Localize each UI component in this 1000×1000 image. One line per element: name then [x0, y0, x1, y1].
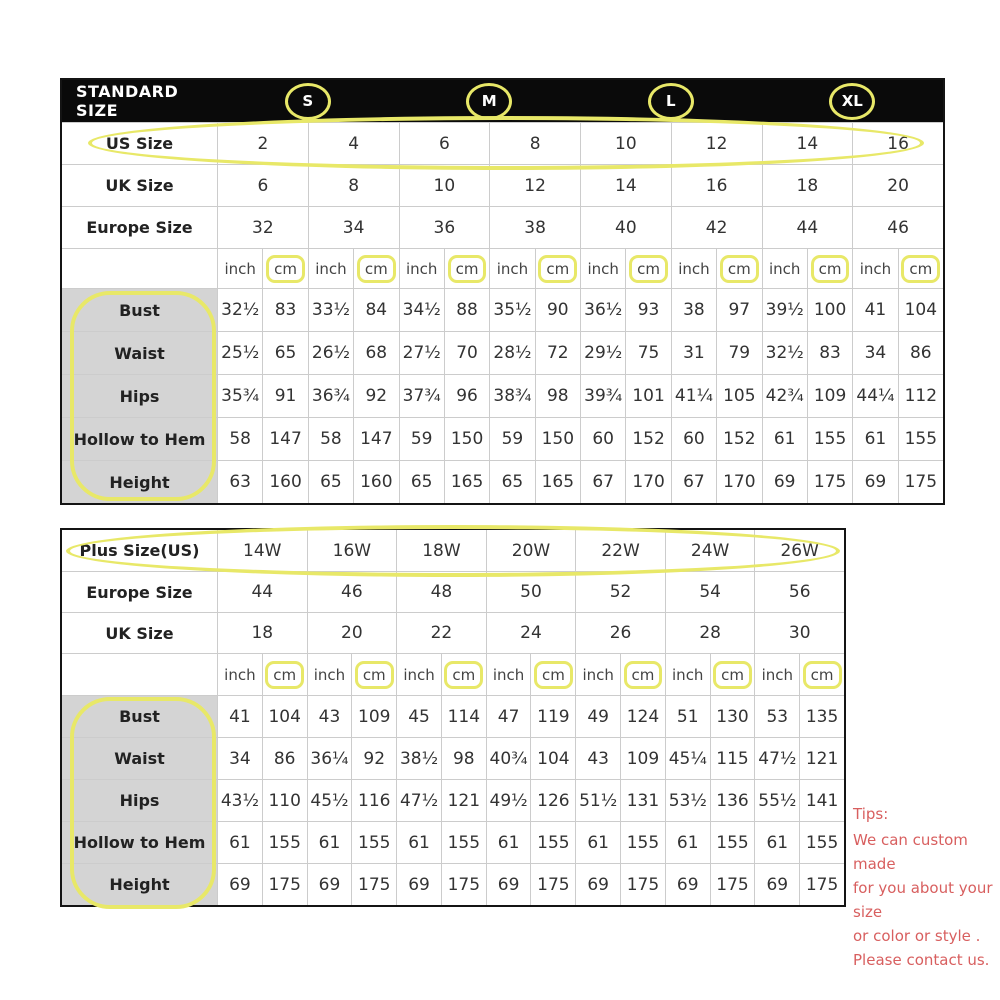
measure-value: 88	[444, 289, 489, 331]
size-group-m	[399, 80, 581, 122]
measure-value: 61	[575, 822, 620, 863]
measure-value: 131	[620, 780, 665, 821]
tips-lines	[853, 828, 1000, 972]
measure-value: 135	[799, 696, 844, 737]
size-group-label-l: L	[648, 83, 694, 120]
measure-value: 26½	[308, 332, 353, 374]
tips-line: We can custom made	[853, 831, 968, 873]
size-value: 10	[580, 123, 671, 164]
measure-value: 33½	[308, 289, 353, 331]
cm-unit-label: cm	[538, 255, 577, 283]
inch-unit-label: inch	[399, 249, 444, 288]
size-value: 52	[575, 572, 665, 612]
measure-value: 152	[716, 418, 761, 460]
size-row	[62, 530, 844, 571]
size-value: 12	[489, 165, 580, 206]
measure-value: 92	[351, 738, 396, 779]
measure-value: 92	[353, 375, 398, 417]
row-label-plus-size-us: Plus Size(US)	[79, 541, 200, 560]
inch-unit-label: inch	[489, 249, 534, 288]
measure-value: 69	[217, 864, 262, 905]
cm-unit-label: cm	[448, 255, 487, 283]
cm-unit-cell	[351, 654, 396, 695]
measure-value: 91	[262, 375, 307, 417]
size-value: 8	[308, 165, 399, 206]
size-value: 40	[580, 207, 671, 248]
tips-title: Tips:	[853, 805, 889, 823]
measure-value: 150	[535, 418, 580, 460]
size-value: 14W	[217, 530, 307, 571]
measure-value: 175	[351, 864, 396, 905]
measure-value: 34	[217, 738, 262, 779]
measure-value: 79	[716, 332, 761, 374]
measure-value: 69	[852, 461, 897, 503]
size-value: 2	[217, 123, 308, 164]
measure-value: 47	[486, 696, 531, 737]
measure-value: 136	[710, 780, 755, 821]
cm-unit-cell	[620, 654, 665, 695]
measure-value: 160	[262, 461, 307, 503]
measure-value: 43½	[217, 780, 262, 821]
cm-unit-label: cm	[803, 661, 842, 689]
measure-value: 69	[762, 461, 807, 503]
measure-value: 84	[353, 289, 398, 331]
measure-value: 155	[620, 822, 665, 863]
standard-size-title: STANDARD SIZE	[76, 82, 179, 120]
measure-value: 38	[671, 289, 716, 331]
measure-value: 90	[535, 289, 580, 331]
size-value: 48	[396, 572, 486, 612]
cm-unit-cell	[799, 654, 844, 695]
size-value: 22W	[575, 530, 665, 571]
measure-value: 115	[710, 738, 755, 779]
size-value: 6	[217, 165, 308, 206]
size-value: 20	[307, 613, 397, 653]
size-value: 4	[308, 123, 399, 164]
measure-value: 35½	[489, 289, 534, 331]
size-value: 26	[575, 613, 665, 653]
measure-value: 100	[807, 289, 852, 331]
measure-value: 86	[262, 738, 307, 779]
measure-value: 119	[530, 696, 575, 737]
measure-value: 61	[852, 418, 897, 460]
size-value: 26W	[754, 530, 844, 571]
measure-value: 61	[217, 822, 262, 863]
size-value: 20	[852, 165, 943, 206]
row-label-hips: Hips	[62, 375, 217, 417]
measure-value: 155	[898, 418, 943, 460]
measure-row	[62, 288, 943, 331]
measure-value: 39¾	[580, 375, 625, 417]
row-label-uk-size: UK Size	[105, 623, 174, 643]
measure-value: 37¾	[399, 375, 444, 417]
measure-value: 175	[530, 864, 575, 905]
size-value: 54	[665, 572, 755, 612]
standard-size-table	[60, 78, 945, 505]
measure-value: 165	[535, 461, 580, 503]
row-label-europe-size: Europe Size	[86, 582, 193, 602]
size-value: 50	[486, 572, 576, 612]
measure-value: 36½	[580, 289, 625, 331]
size-row	[62, 122, 943, 164]
measure-value: 69	[575, 864, 620, 905]
measure-value: 69	[754, 864, 799, 905]
measure-value: 58	[217, 418, 262, 460]
inch-unit-label: inch	[217, 249, 262, 288]
measure-value: 160	[353, 461, 398, 503]
size-value: 24W	[665, 530, 755, 571]
cm-unit-cell	[441, 654, 486, 695]
tips-line: for you about your size	[853, 879, 993, 921]
row-label-waist: Waist	[62, 332, 217, 374]
size-value: 16	[852, 123, 943, 164]
measure-value: 86	[898, 332, 943, 374]
measure-value: 31	[671, 332, 716, 374]
measure-value: 38½	[396, 738, 441, 779]
size-value: 44	[762, 207, 853, 248]
measure-row	[62, 737, 844, 779]
inch-unit-label: inch	[396, 654, 441, 695]
measure-value: 49	[575, 696, 620, 737]
measure-value: 49½	[486, 780, 531, 821]
inch-unit-label: inch	[665, 654, 710, 695]
measure-value: 155	[262, 822, 307, 863]
inch-unit-label: inch	[575, 654, 620, 695]
measure-value: 98	[535, 375, 580, 417]
inch-unit-label: inch	[307, 654, 352, 695]
measure-value: 116	[351, 780, 396, 821]
inch-unit-label: inch	[580, 249, 625, 288]
measure-value: 170	[625, 461, 670, 503]
measure-row	[62, 821, 844, 863]
tips-note	[853, 802, 1000, 972]
size-value: 18W	[396, 530, 486, 571]
measure-value: 104	[530, 738, 575, 779]
row-label-height: Height	[62, 461, 217, 503]
measure-value: 40¾	[486, 738, 531, 779]
measure-value: 72	[535, 332, 580, 374]
measure-value: 147	[262, 418, 307, 460]
measure-value: 67	[671, 461, 716, 503]
cm-unit-label: cm	[357, 255, 396, 283]
measure-value: 47½	[396, 780, 441, 821]
cm-unit-label: cm	[444, 661, 483, 689]
size-row	[62, 164, 943, 206]
measure-value: 45	[396, 696, 441, 737]
measure-value: 109	[351, 696, 396, 737]
row-label-uk-size: UK Size	[105, 176, 174, 195]
row-label-hollow-to-hem: Hollow to Hem	[62, 418, 217, 460]
size-value: 6	[399, 123, 490, 164]
measure-value: 28½	[489, 332, 534, 374]
cm-unit-cell	[530, 654, 575, 695]
measure-value: 68	[353, 332, 398, 374]
measure-value: 112	[898, 375, 943, 417]
tips-line: Please contact us.	[853, 951, 990, 969]
size-value: 32	[217, 207, 308, 248]
measure-value: 41	[852, 289, 897, 331]
measure-row	[62, 374, 943, 417]
measure-value: 126	[530, 780, 575, 821]
measure-value: 43	[575, 738, 620, 779]
measure-value: 155	[441, 822, 486, 863]
measure-value: 83	[807, 332, 852, 374]
measure-value: 155	[530, 822, 575, 863]
measure-row	[62, 863, 844, 905]
measure-value: 175	[620, 864, 665, 905]
measure-value: 43	[307, 696, 352, 737]
measure-value: 25½	[217, 332, 262, 374]
measure-value: 155	[799, 822, 844, 863]
cm-unit-label: cm	[534, 661, 573, 689]
inch-unit-label: inch	[217, 654, 262, 695]
measure-value: 58	[308, 418, 353, 460]
cm-unit-cell	[535, 249, 580, 288]
measure-value: 109	[807, 375, 852, 417]
row-label-europe-size: Europe Size	[86, 218, 193, 237]
measure-value: 98	[441, 738, 486, 779]
header-row	[62, 80, 943, 122]
measure-row	[62, 417, 943, 460]
cm-unit-cell	[444, 249, 489, 288]
size-group-xl	[762, 80, 944, 122]
cm-unit-label: cm	[629, 255, 668, 283]
cm-unit-label: cm	[720, 255, 759, 283]
measure-value: 61	[307, 822, 352, 863]
size-value: 34	[308, 207, 399, 248]
size-value: 14	[762, 123, 853, 164]
measure-value: 165	[444, 461, 489, 503]
measure-value: 109	[620, 738, 665, 779]
measure-value: 51	[665, 696, 710, 737]
measure-value: 61	[396, 822, 441, 863]
measure-value: 114	[441, 696, 486, 737]
measure-value: 83	[262, 289, 307, 331]
cm-unit-cell	[262, 654, 307, 695]
measure-value: 53	[754, 696, 799, 737]
measure-row	[62, 460, 943, 503]
measure-value: 60	[580, 418, 625, 460]
size-value: 8	[489, 123, 580, 164]
measure-value: 69	[307, 864, 352, 905]
size-group-label-xl: XL	[829, 83, 875, 120]
tips-line: or color or style .	[853, 927, 981, 945]
measure-value: 27½	[399, 332, 444, 374]
measure-value: 34½	[399, 289, 444, 331]
cm-unit-label: cm	[811, 255, 850, 283]
row-label-bust: Bust	[62, 696, 217, 737]
measure-value: 96	[444, 375, 489, 417]
row-label-us-size: US Size	[105, 134, 174, 153]
cm-unit-cell	[353, 249, 398, 288]
measure-value: 155	[710, 822, 755, 863]
size-row	[62, 612, 844, 653]
measure-value: 60	[671, 418, 716, 460]
unit-row	[62, 248, 943, 288]
row-label-height: Height	[62, 864, 217, 905]
inch-unit-label: inch	[754, 654, 799, 695]
size-value: 24	[486, 613, 576, 653]
measure-value: 175	[262, 864, 307, 905]
measure-value: 44¼	[852, 375, 897, 417]
row-label-hips: Hips	[62, 780, 217, 821]
measure-row	[62, 331, 943, 374]
size-group-l	[580, 80, 762, 122]
measure-value: 45½	[307, 780, 352, 821]
inch-unit-label: inch	[852, 249, 897, 288]
measure-value: 155	[807, 418, 852, 460]
cm-unit-label: cm	[713, 661, 752, 689]
measure-value: 69	[396, 864, 441, 905]
measure-value: 42¾	[762, 375, 807, 417]
measure-value: 101	[625, 375, 670, 417]
size-group-label-m: M	[466, 83, 512, 120]
size-group-label-s: S	[285, 83, 331, 120]
measure-value: 69	[486, 864, 531, 905]
size-row	[62, 571, 844, 612]
measure-value: 61	[762, 418, 807, 460]
measure-value: 65	[308, 461, 353, 503]
measure-value: 61	[665, 822, 710, 863]
row-label-bust: Bust	[62, 289, 217, 331]
measure-value: 59	[489, 418, 534, 460]
measure-value: 34	[852, 332, 897, 374]
measure-value: 170	[716, 461, 761, 503]
size-value: 42	[671, 207, 762, 248]
cm-unit-label: cm	[624, 661, 663, 689]
measure-value: 51½	[575, 780, 620, 821]
cm-unit-label: cm	[355, 661, 394, 689]
cm-unit-label: cm	[266, 255, 305, 283]
size-value: 20W	[486, 530, 576, 571]
plus-size-table	[60, 528, 846, 907]
measure-value: 121	[441, 780, 486, 821]
size-value: 16	[671, 165, 762, 206]
measure-value: 39½	[762, 289, 807, 331]
size-value: 36	[399, 207, 490, 248]
size-value: 46	[307, 572, 397, 612]
measure-value: 65	[399, 461, 444, 503]
unit-row-label	[62, 249, 217, 288]
measure-value: 36¼	[307, 738, 352, 779]
measure-value: 47½	[754, 738, 799, 779]
size-value: 44	[217, 572, 307, 612]
measure-row	[62, 779, 844, 821]
size-value: 22	[396, 613, 486, 653]
cm-unit-cell	[716, 249, 761, 288]
size-group-s	[217, 80, 399, 122]
measure-value: 32½	[217, 289, 262, 331]
measure-value: 110	[262, 780, 307, 821]
measure-value: 53½	[665, 780, 710, 821]
measure-value: 124	[620, 696, 665, 737]
size-value: 56	[754, 572, 844, 612]
measure-value: 61	[754, 822, 799, 863]
cm-unit-cell	[807, 249, 852, 288]
measure-value: 175	[441, 864, 486, 905]
measure-value: 29½	[580, 332, 625, 374]
measure-value: 147	[353, 418, 398, 460]
unit-row	[62, 653, 844, 695]
size-value: 30	[754, 613, 844, 653]
measure-value: 41¼	[671, 375, 716, 417]
size-value: 46	[852, 207, 943, 248]
measure-value: 152	[625, 418, 670, 460]
cm-unit-cell	[625, 249, 670, 288]
measure-value: 121	[799, 738, 844, 779]
measure-value: 70	[444, 332, 489, 374]
cm-unit-cell	[898, 249, 943, 288]
measure-value: 67	[580, 461, 625, 503]
measure-value: 175	[799, 864, 844, 905]
measure-value: 104	[262, 696, 307, 737]
measure-value: 63	[217, 461, 262, 503]
measure-value: 150	[444, 418, 489, 460]
measure-value: 175	[807, 461, 852, 503]
size-value: 18	[217, 613, 307, 653]
measure-value: 36¾	[308, 375, 353, 417]
inch-unit-label: inch	[762, 249, 807, 288]
size-value: 18	[762, 165, 853, 206]
size-row	[62, 206, 943, 248]
row-label-hollow-to-hem: Hollow to Hem	[62, 822, 217, 863]
measure-value: 141	[799, 780, 844, 821]
measure-value: 65	[262, 332, 307, 374]
measure-value: 104	[898, 289, 943, 331]
cm-unit-cell	[262, 249, 307, 288]
measure-value: 35¾	[217, 375, 262, 417]
measure-value: 97	[716, 289, 761, 331]
row-label-waist: Waist	[62, 738, 217, 779]
measure-value: 75	[625, 332, 670, 374]
size-value: 12	[671, 123, 762, 164]
measure-value: 59	[399, 418, 444, 460]
size-value: 38	[489, 207, 580, 248]
measure-value: 38¾	[489, 375, 534, 417]
measure-value: 155	[351, 822, 396, 863]
measure-value: 175	[898, 461, 943, 503]
cm-unit-cell	[710, 654, 755, 695]
measure-value: 55½	[754, 780, 799, 821]
measure-value: 32½	[762, 332, 807, 374]
cm-unit-label: cm	[901, 255, 940, 283]
measure-row	[62, 695, 844, 737]
size-value: 10	[399, 165, 490, 206]
cm-unit-label: cm	[265, 661, 304, 689]
measure-value: 45¼	[665, 738, 710, 779]
measure-value: 61	[486, 822, 531, 863]
size-value: 28	[665, 613, 755, 653]
inch-unit-label: inch	[671, 249, 716, 288]
size-value: 14	[580, 165, 671, 206]
measure-value: 69	[665, 864, 710, 905]
inch-unit-label: inch	[486, 654, 531, 695]
measure-value: 175	[710, 864, 755, 905]
unit-row-label	[62, 654, 217, 695]
measure-value: 130	[710, 696, 755, 737]
measure-value: 93	[625, 289, 670, 331]
size-value: 16W	[307, 530, 397, 571]
measure-value: 41	[217, 696, 262, 737]
inch-unit-label: inch	[308, 249, 353, 288]
measure-value: 65	[489, 461, 534, 503]
measure-value: 105	[716, 375, 761, 417]
